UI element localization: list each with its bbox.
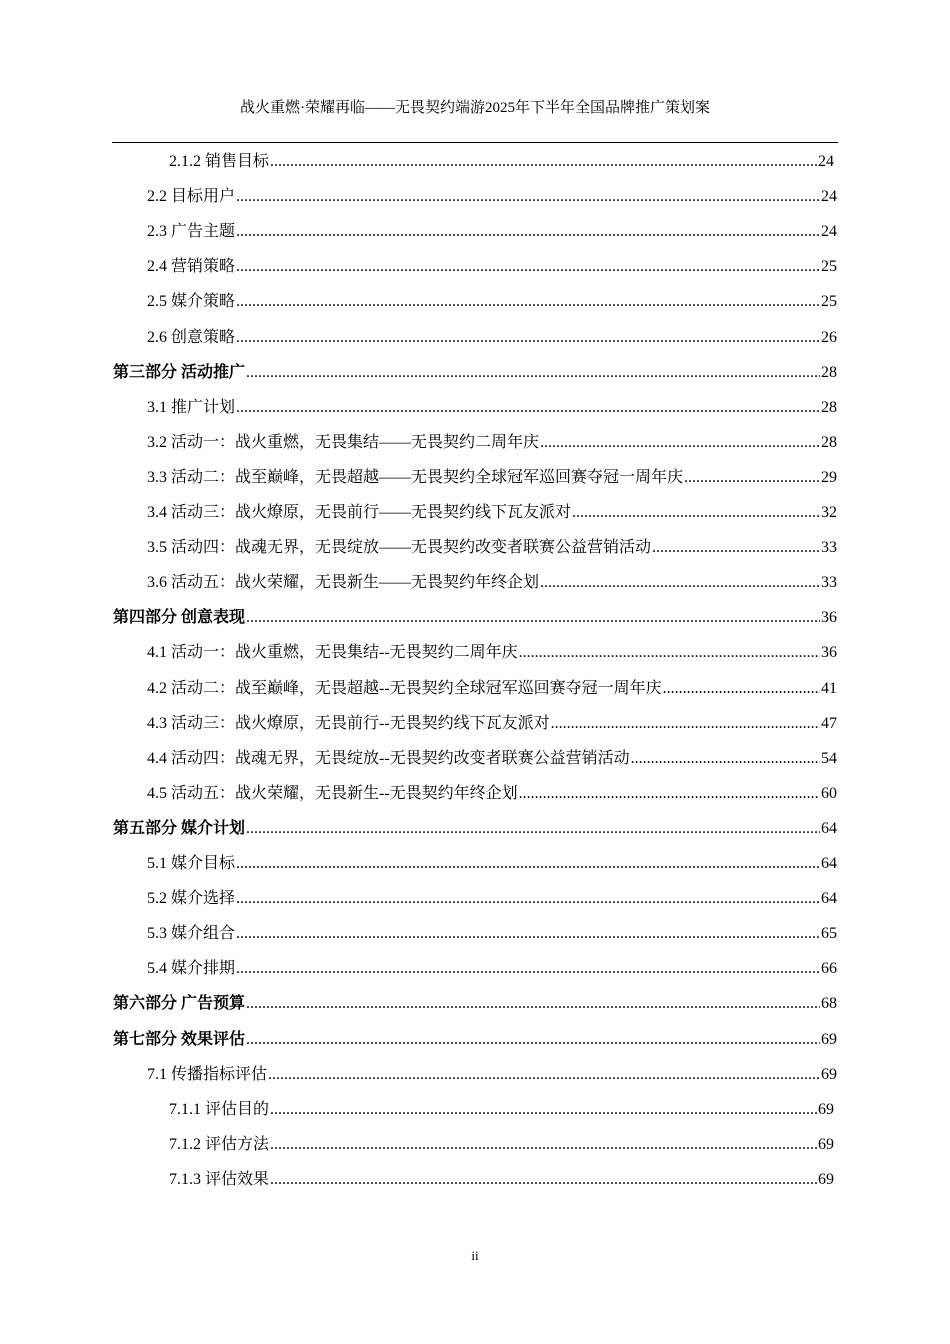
toc-dot-leader xyxy=(246,1025,820,1055)
toc-entry-title: 2.2 目标用户 xyxy=(147,188,236,206)
page-number: ii xyxy=(471,1248,479,1263)
toc-dot-leader xyxy=(268,1060,820,1090)
toc-dot-leader xyxy=(519,779,820,809)
toc-entry-page: 65 xyxy=(821,925,837,943)
toc-entry-title: 2.4 营销策略 xyxy=(147,258,236,276)
toc-entry-page: 60 xyxy=(821,784,837,802)
toc-dot-leader xyxy=(540,428,820,458)
toc-entry[interactable] xyxy=(147,849,837,879)
toc-entry[interactable] xyxy=(147,533,837,563)
toc-entry-page: 36 xyxy=(821,644,837,662)
toc-entry-title: 2.3 广告主题 xyxy=(147,223,236,241)
toc-dot-leader xyxy=(540,568,820,598)
toc-entry-title: 2.1.2 销售目标 xyxy=(169,153,270,170)
toc-entry-title: 4.2 活动二：战至巅峰，无畏超越--无畏契约全球冠军巡回赛夺冠一周年庆 xyxy=(147,679,662,697)
toc-dot-leader xyxy=(246,358,820,388)
toc-entry-title: 3.3 活动二：战至巅峰，无畏超越——无畏契约全球冠军巡回赛夺冠一周年庆 xyxy=(147,468,684,486)
toc-dot-leader xyxy=(631,744,820,774)
toc-entry-title: 3.5 活动四：战魂无界，无畏绽放——无畏契约改变者联赛公益营销活动 xyxy=(147,539,652,557)
toc-entry[interactable] xyxy=(147,463,837,493)
toc-entry-page: 24 xyxy=(821,188,837,206)
toc-entry-title: 2.5 媒介策略 xyxy=(147,293,236,311)
toc-entry[interactable] xyxy=(147,287,837,317)
toc-dot-leader xyxy=(519,638,820,668)
toc-entry-page: 68 xyxy=(821,995,837,1013)
toc-entry-page: 64 xyxy=(821,890,837,908)
toc-entry[interactable] xyxy=(169,147,834,177)
toc-dot-leader xyxy=(684,463,820,493)
toc-entry-page: 47 xyxy=(821,714,837,732)
toc-entry[interactable] xyxy=(147,779,837,809)
toc-entry-title: 第三部分 活动推广 xyxy=(113,363,246,381)
toc-entry-title: 第四部分 创意表现 xyxy=(113,609,246,627)
toc-entry[interactable] xyxy=(147,428,837,458)
toc-entry-title: 3.2 活动一：战火重燃，无畏集结——无畏契约二周年庆 xyxy=(147,433,540,451)
toc-dot-leader xyxy=(551,709,820,739)
toc-entry-title: 第六部分 广告预算 xyxy=(113,995,246,1013)
toc-entry-title: 5.1 媒介目标 xyxy=(147,855,236,872)
toc-entry-page: 64 xyxy=(821,855,837,872)
toc-entry[interactable] xyxy=(147,674,837,704)
toc-entry-title: 4.1 活动一：战火重燃，无畏集结--无畏契约二周年庆 xyxy=(147,644,518,662)
toc-dot-leader xyxy=(236,919,820,949)
toc-entry[interactable] xyxy=(147,709,837,739)
toc-entry-page: 54 xyxy=(821,749,837,767)
toc-dot-leader xyxy=(246,814,820,844)
toc-entry-page: 29 xyxy=(821,468,837,486)
toc-dot-leader xyxy=(663,674,820,704)
toc-entry[interactable] xyxy=(169,1165,834,1195)
toc-entry[interactable] xyxy=(113,603,837,633)
toc-entry[interactable] xyxy=(147,884,837,914)
toc-entry-page: 69 xyxy=(821,1030,837,1048)
toc-entry-page: 24 xyxy=(821,223,837,241)
toc-entry-title: 5.2 媒介选择 xyxy=(147,890,236,908)
toc-entry[interactable] xyxy=(147,182,837,212)
toc-dot-leader xyxy=(572,498,820,528)
toc-entry-page: 64 xyxy=(821,819,837,837)
toc-entry-title: 7.1.3 评估效果 xyxy=(169,1170,270,1188)
toc-dot-leader xyxy=(236,954,820,984)
running-header: 战火重燃·荣耀再临——无畏契约端游2025年下半年全国品牌推广策划案 xyxy=(240,100,710,116)
toc-entry-title: 3.4 活动三：战火燎原，无畏前行——无畏契约线下瓦友派对 xyxy=(147,504,572,521)
toc-entry-title: 7.1 传播指标评估 xyxy=(147,1065,268,1083)
toc-dot-leader xyxy=(236,884,820,914)
toc-dot-leader xyxy=(270,147,817,177)
toc-entry[interactable] xyxy=(147,252,837,282)
toc-dot-leader xyxy=(236,393,820,423)
toc-entry[interactable] xyxy=(113,1025,837,1055)
toc-entry-title: 5.4 媒介排期 xyxy=(147,960,236,978)
toc-entry-page: 25 xyxy=(821,293,837,311)
toc-entry-title: 4.5 活动五：战火荣耀，无畏新生--无畏契约年终企划 xyxy=(147,784,518,802)
toc-dot-leader xyxy=(236,323,820,353)
toc-entry[interactable] xyxy=(113,989,837,1019)
toc-entry[interactable] xyxy=(147,919,837,949)
toc-entry[interactable] xyxy=(169,1130,834,1160)
toc-entry[interactable] xyxy=(147,498,837,528)
toc-entry[interactable] xyxy=(147,638,837,668)
toc-entry-page: 24 xyxy=(818,153,834,170)
toc-dot-leader xyxy=(270,1165,817,1195)
toc-entry-page: 25 xyxy=(821,258,837,276)
toc-entry[interactable] xyxy=(147,744,837,774)
toc-entry-page: 32 xyxy=(821,504,837,521)
toc-entry-title: 第五部分 媒介计划 xyxy=(113,819,246,837)
toc-entry-page: 33 xyxy=(821,574,837,592)
toc-entry-title: 3.6 活动五：战火荣耀，无畏新生——无畏契约年终企划 xyxy=(147,574,540,592)
toc-entry-title: 2.6 创意策略 xyxy=(147,328,236,346)
toc-entry-page: 69 xyxy=(818,1170,834,1188)
toc-entry-title: 5.3 媒介组合 xyxy=(147,925,236,943)
toc-entry[interactable] xyxy=(147,323,837,353)
toc-entry-title: 4.3 活动三：战火燎原，无畏前行--无畏契约线下瓦友派对 xyxy=(147,714,550,732)
toc-dot-leader xyxy=(236,252,820,282)
toc-entry-page: 28 xyxy=(821,433,837,451)
toc-entry-page: 28 xyxy=(821,363,837,381)
toc-dot-leader xyxy=(236,217,820,247)
toc-entry[interactable] xyxy=(113,358,837,388)
toc-dot-leader xyxy=(246,603,820,633)
toc-entry-title: 7.1.1 评估目的 xyxy=(169,1100,270,1118)
toc-entry-page: 69 xyxy=(821,1065,837,1083)
toc-entry[interactable] xyxy=(147,393,837,423)
toc-entry-page: 66 xyxy=(821,960,837,978)
header-rule xyxy=(112,142,838,143)
toc-entry-page: 69 xyxy=(818,1135,834,1153)
toc-entry-title: 第七部分 效果评估 xyxy=(113,1030,246,1048)
toc-dot-leader xyxy=(236,182,820,212)
toc-dot-leader xyxy=(236,849,820,879)
toc-entry-page: 41 xyxy=(821,679,837,697)
toc-entry[interactable] xyxy=(147,954,837,984)
toc-entry-page: 33 xyxy=(821,539,837,557)
toc-entry-page: 69 xyxy=(818,1100,834,1118)
toc-dot-leader xyxy=(270,1095,817,1125)
toc-dot-leader xyxy=(246,989,820,1019)
toc-dot-leader xyxy=(652,533,820,563)
toc-entry-title: 4.4 活动四：战魂无界，无畏绽放--无畏契约改变者联赛公益营销活动 xyxy=(147,749,630,767)
toc-entry-title: 7.1.2 评估方法 xyxy=(169,1135,270,1153)
toc-entry[interactable] xyxy=(113,814,837,844)
toc-entry[interactable] xyxy=(147,217,837,247)
toc-entry-page: 28 xyxy=(821,398,837,416)
toc-entry-page: 36 xyxy=(821,609,837,627)
toc-dot-leader xyxy=(270,1130,817,1160)
toc-entry[interactable] xyxy=(169,1095,834,1125)
toc-entry[interactable] xyxy=(147,1060,837,1090)
toc-dot-leader xyxy=(236,287,820,317)
toc-entry[interactable] xyxy=(147,568,837,598)
toc-entry-title: 3.1 推广计划 xyxy=(147,398,236,416)
toc-entry-page: 26 xyxy=(821,328,837,346)
